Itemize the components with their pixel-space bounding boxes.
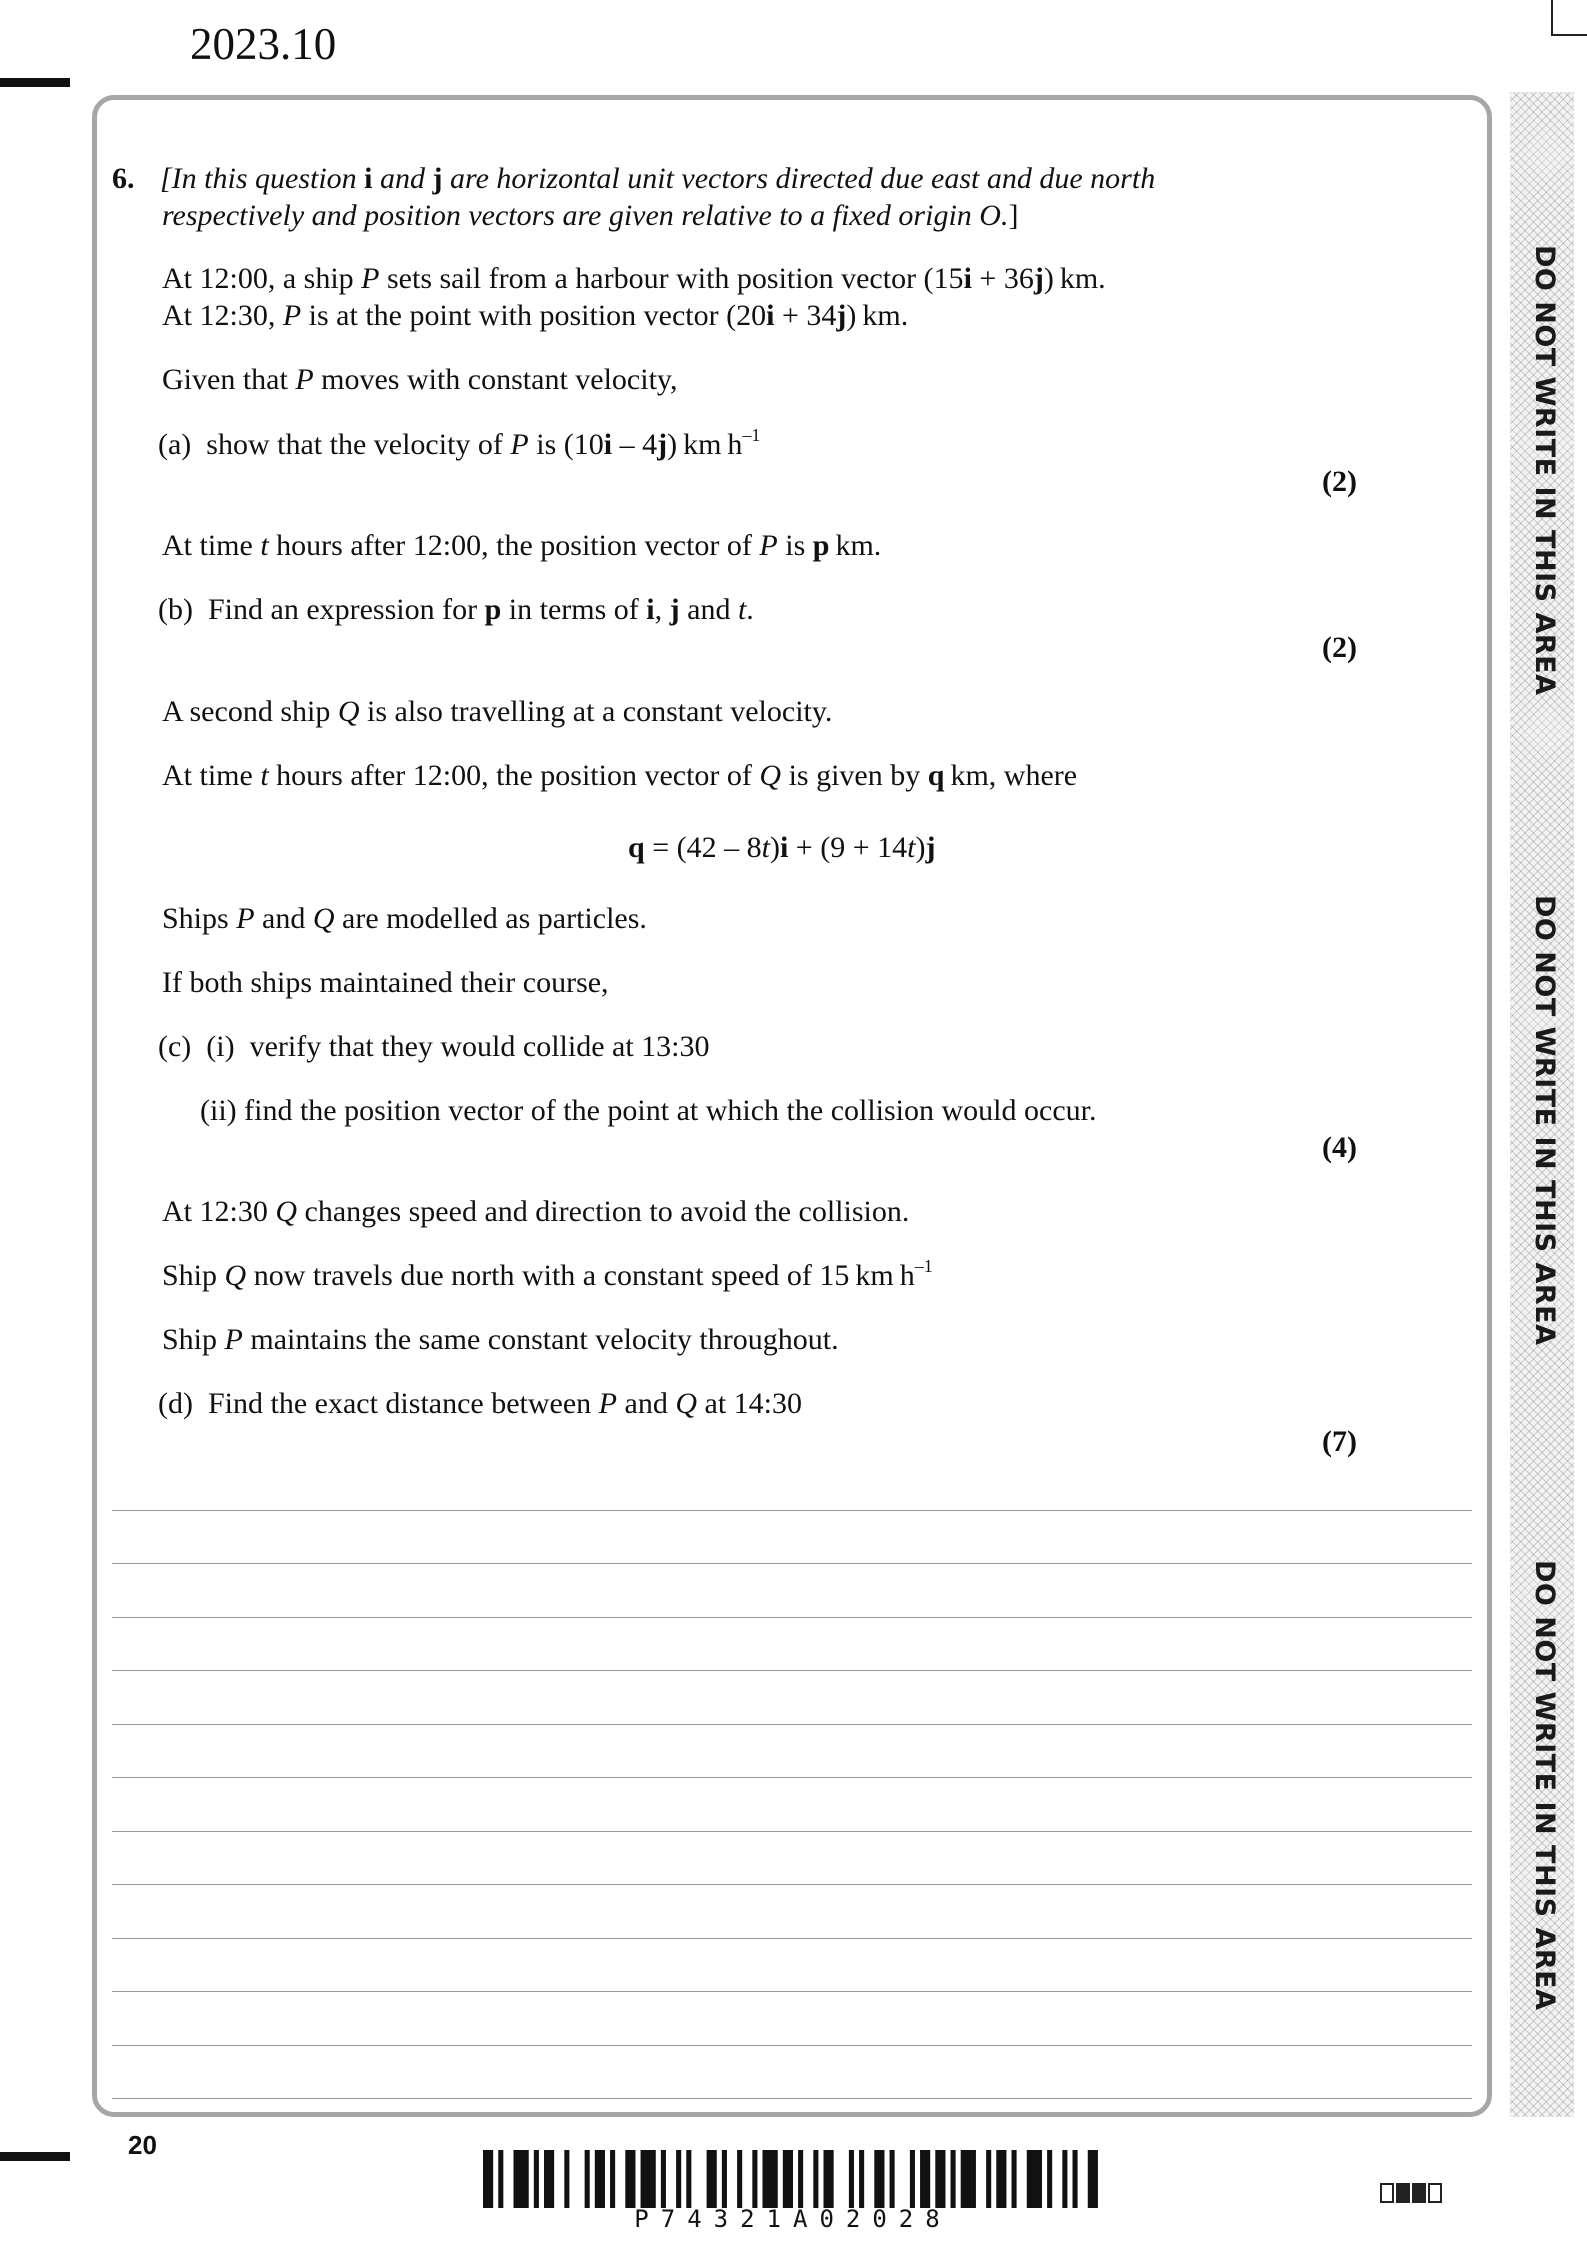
header-year: 2023.10: [190, 19, 337, 69]
answer-line[interactable]: [112, 1938, 1472, 1939]
marks-d: (7): [1322, 1425, 1357, 1458]
start-line2: At 12:30, P is at the point with position vector (20i + 34j) km.: [162, 299, 909, 332]
part-b: (b) Find an expression for p in terms of i, j and t.: [158, 593, 754, 626]
corner-registration-mark: [1551, 0, 1587, 36]
marks-b: (2): [1322, 631, 1357, 664]
part-c-i: (c) (i) verify that they would collide at 13:30: [158, 1030, 710, 1063]
margin-mark-bottom: [0, 2152, 70, 2161]
question-intro-line2: respectively and position vectors are given relative to a fixed origin O.]: [162, 199, 1019, 232]
start-line1: At 12:00, a ship P sets sail from a harbour with position vector (15i + 36j) km.: [162, 262, 1106, 295]
q-equation: q = (42 – 8t)i + (9 + 14t)j: [628, 831, 936, 864]
warning-text-2: DO NOT WRITE IN THIS AREA: [1529, 895, 1560, 1346]
position-box: [1412, 2183, 1426, 2203]
part-a: (a) show that the velocity of P is (10i – 4j) km $h^{-1}$: [158, 425, 761, 461]
given-line: Given that P moves with constant velocity,: [162, 363, 678, 396]
part-d: (d) Find the exact distance between P and Q at 14:30: [158, 1387, 802, 1420]
question-intro-line1: 6. [In this question i and j are horizontal unit vectors directed due east and due north: [112, 162, 1156, 195]
answer-line[interactable]: [112, 1617, 1472, 1618]
barcode: [483, 2150, 1103, 2208]
page-position-boxes: [1380, 2183, 1444, 2203]
position-box: [1396, 2183, 1410, 2203]
part-c-ii: (ii) find the position vector of the point at which the collision would occur.: [200, 1094, 1097, 1127]
answer-line[interactable]: [112, 2098, 1472, 2099]
answer-line[interactable]: [112, 1777, 1472, 1778]
second-ship-line: A second ship Q is also travelling at a constant velocity.: [162, 695, 833, 728]
position-box: [1380, 2183, 1394, 2203]
north-line: Ship Q now travels due north with a constant speed of 15 km $h^{-1}$: [162, 1256, 933, 1292]
answer-line[interactable]: [112, 2045, 1472, 2046]
answer-line[interactable]: [112, 1563, 1472, 1564]
answer-line[interactable]: [112, 1724, 1472, 1725]
answer-line[interactable]: [112, 1831, 1472, 1832]
answer-line[interactable]: [112, 1670, 1472, 1671]
course-line: If both ships maintained their course,: [162, 966, 609, 999]
marks-a: (2): [1322, 465, 1357, 498]
page-number: 20: [128, 2130, 157, 2160]
maintain-line: Ship P maintains the same constant velocity throughout.: [162, 1323, 839, 1356]
change-line: At 12:30 Q changes speed and direction to avoid the collision.: [162, 1195, 910, 1228]
answer-line[interactable]: [112, 1991, 1472, 1992]
warning-text-3: DO NOT WRITE IN THIS AREA: [1529, 1560, 1560, 2011]
barcode-text: P74321A02028: [634, 2205, 952, 2233]
position-box: [1428, 2183, 1442, 2203]
time-p-line: At time t hours after 12:00, the position vector of P is p km.: [162, 529, 882, 562]
answer-line[interactable]: [112, 1884, 1472, 1885]
time-q-line: At time t hours after 12:00, the position vector of Q is given by q km, where: [162, 759, 1078, 792]
answer-line[interactable]: [112, 1510, 1472, 1511]
warning-text-1: DO NOT WRITE IN THIS AREA: [1529, 245, 1560, 696]
question-number: 6.: [112, 162, 135, 195]
marks-c: (4): [1322, 1131, 1357, 1164]
particles-line: Ships P and Q are modelled as particles.: [162, 902, 647, 935]
margin-mark-top: [0, 78, 70, 87]
